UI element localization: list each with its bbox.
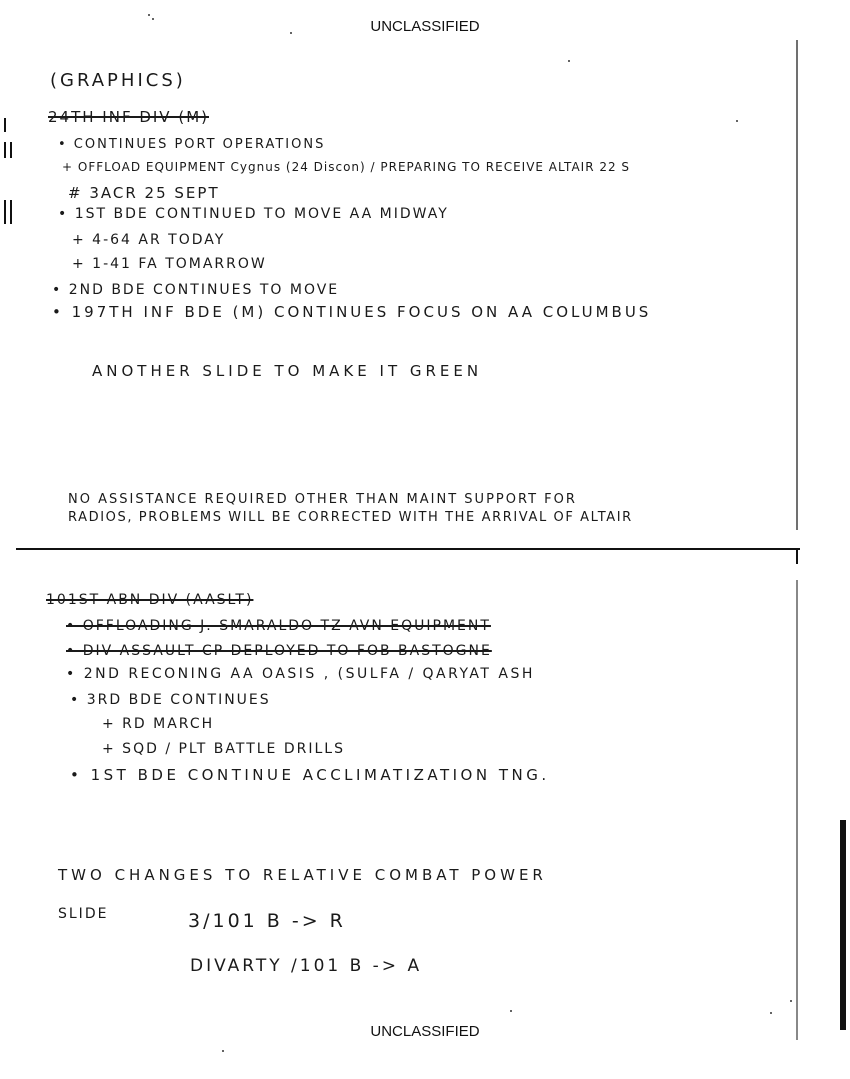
section1-line5: + 4-64 AR TODAY xyxy=(72,232,226,248)
scan-speck xyxy=(770,1012,772,1014)
right-margin-line-bottom xyxy=(796,580,798,1040)
scan-speck xyxy=(736,120,738,122)
section2-line10: DIVARTY /101 B -> A xyxy=(190,956,423,976)
header-classification: UNCLASSIFIED xyxy=(370,18,480,35)
section2-line5: + RD MARCH xyxy=(102,716,215,732)
section1-line7: • 2ND BDE CONTINUES TO MOVE xyxy=(52,282,340,298)
section2-line1: • OFFLOADING J. SMARALDO TZ AVN EQUIPMENT xyxy=(66,618,491,634)
section1-line2: + OFFLOAD EQUIPMENT Cygnus (24 Discon) / PREPARING TO RECEIVE ALTAIR 22 S xyxy=(62,160,631,174)
section1-note1: NO ASSISTANCE REQUIRED OTHER THAN MAINT SUPPORT FOR xyxy=(68,492,577,507)
section2-line2: • DIV ASSAULT CP DEPLOYED TO FOB BASTOGNE xyxy=(66,643,492,659)
scan-speck xyxy=(290,32,292,34)
section2-line4: • 3RD BDE CONTINUES xyxy=(70,692,271,708)
divider-tick xyxy=(796,548,798,564)
section1-line4: • 1ST BDE CONTINUED TO MOVE AA MIDWAY xyxy=(58,206,449,222)
margin-mark xyxy=(10,200,12,224)
section1-line6: + 1-41 FA TOMARROW xyxy=(72,256,267,272)
footer-classification: UNCLASSIFIED xyxy=(370,1023,480,1040)
margin-mark xyxy=(4,142,6,158)
margin-mark xyxy=(10,142,12,158)
scan-speck xyxy=(152,18,154,20)
scan-speck xyxy=(222,1050,224,1052)
section1-unit: 24TH INF DIV (M) xyxy=(48,108,209,126)
scan-speck xyxy=(568,60,570,62)
scan-speck xyxy=(790,1000,792,1002)
section1-line8: • 197TH INF BDE (M) CONTINUES FOCUS ON AA COLUMBUS xyxy=(52,303,652,321)
section2-line3: • 2ND RECONING AA OASIS , (SULFA / QARYAT ASH xyxy=(66,666,535,682)
right-margin-line-top xyxy=(796,40,798,530)
section1-note2: RADIOS, PROBLEMS WILL BE CORRECTED WITH THE ARRIVAL OF ALTAIR xyxy=(68,510,633,525)
section2-line8: TWO CHANGES TO RELATIVE COMBAT POWER xyxy=(58,866,547,884)
margin-mark xyxy=(4,200,6,224)
scan-edge-bar xyxy=(840,820,846,1030)
section-divider xyxy=(16,548,800,550)
margin-mark xyxy=(4,118,6,132)
section2-unit: 101ST ABN DIV (AASLT) xyxy=(46,592,254,608)
section1-line9: ANOTHER SLIDE TO MAKE IT GREEN xyxy=(92,362,483,380)
section-title: (GRAPHICS) xyxy=(50,70,186,91)
scan-speck xyxy=(148,14,150,16)
section1-line1: • CONTINUES PORT OPERATIONS xyxy=(58,137,326,152)
section2-line7: • 1ST BDE CONTINUE ACCLIMATIZATION TNG. xyxy=(70,766,550,784)
section2-line6: + SQD / PLT BATTLE DRILLS xyxy=(102,741,345,757)
section1-line3: # 3ACR 25 SEPT xyxy=(68,184,220,202)
section2-line9a: SLIDE xyxy=(58,906,109,922)
section2-line9b: 3/101 B -> R xyxy=(188,910,346,932)
scan-speck xyxy=(510,1010,512,1012)
